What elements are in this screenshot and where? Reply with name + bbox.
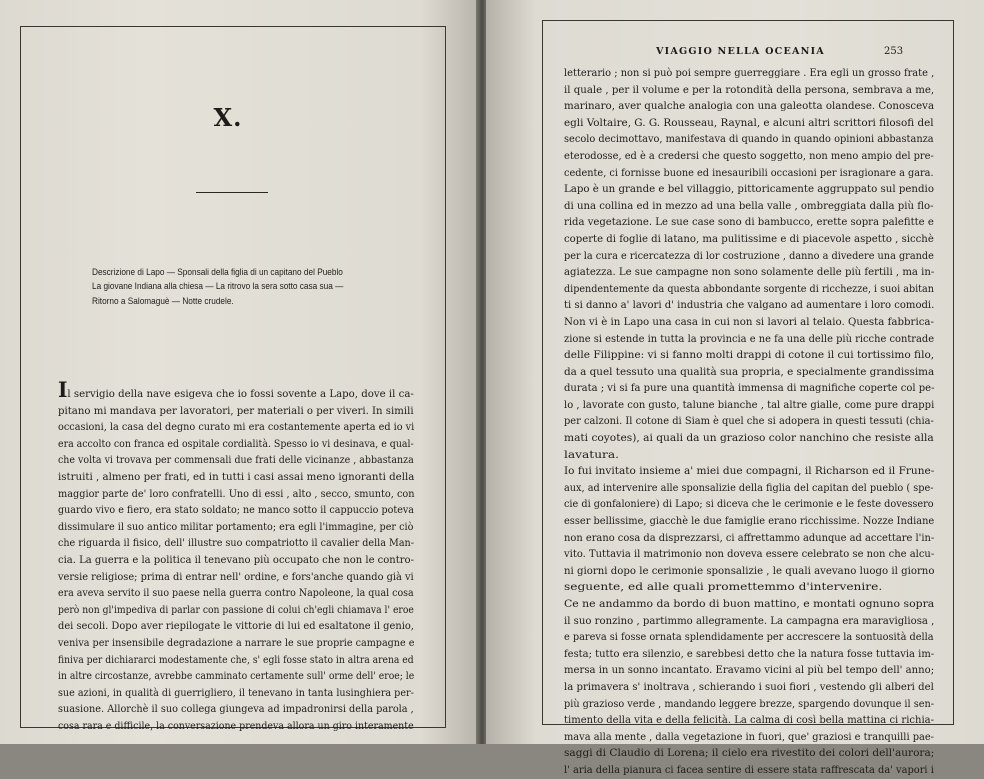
right-page: [486, 0, 984, 776]
text-line: istruiti , almeno per frati, ed in tutti i casi assai meno ignoranti della: [58, 470, 415, 483]
text-line: pitano mi mandava per lavoratori, per materiali o per viveri. In simili: [58, 404, 414, 417]
text-line: suasione. Allorchè il suo collega giungeva ad impadronirsi della parola ,: [58, 703, 414, 716]
text-line: era accolto con franca ed ospitale cordialità. Spesso io vi desinava, e qual-: [58, 437, 414, 450]
text-line: che volta vi trovava per commensali due frati delle vicinanze , abbastanza: [58, 454, 414, 467]
text-line: sue azioni, in qualità di guerrigliero, il tenevano in tanta lusinghiera per-: [58, 686, 414, 699]
text-line: ti si danno a' lavori d' industria che valgano ad aumentare i loro comodi.: [564, 299, 935, 312]
text-line: eterodosse, ed è a credersi che questo soggetto, non meno ampio del pre-: [564, 149, 934, 162]
text-line: cedente, ci fornisse buone ed inesauribili occasioni per isragionare a gara.: [564, 166, 934, 179]
text-line: zione si estende in tutta la provincia e ne fa una delle più ricche contrade: [564, 332, 935, 345]
text-line: Non vi è in Lapo una casa in cui non si lavori al telaio. Questa fabbrica-: [564, 315, 934, 328]
text-line: per calzoni. Il cotone di Siam è quel che si adopera in questi tessuti (chia-: [564, 415, 934, 428]
text-line: ni giorni dopo le cerimonie sponsalizie , le quali avevano luogo il giorno: [564, 564, 935, 577]
summary-line: Ritorno a Salomaguè — Notte crudele.: [92, 295, 234, 307]
text-line: cosa rara e difficile, la conversazione prendeva allora un giro interamente: [58, 719, 414, 732]
text-line: di una collina ed in mezzo ad una bella valle , ombreggiata dalla più flo-: [564, 199, 934, 212]
text-line: però non gl'impediva di parlar con passione di colui ch'egli chiamava l' eroe: [58, 603, 414, 616]
text-line: marinaro, aver qualche analogia con una galeotta olandese. Conosceva: [564, 100, 935, 113]
text-line: seguente, ed alle quali promettemmo d'intervenire.: [564, 581, 883, 594]
text-line: il suo ronzino , partimmo allegramente. La campagna era maravigliosa ,: [564, 614, 935, 627]
chapter-number: X.: [213, 103, 243, 132]
text-line: veniva per insensibile degradazione a narrare le sue proprie campagne e: [58, 636, 415, 649]
text-line: esser bellissime, giacchè le due famiglie erano ricchissime. Nozze Indiane: [564, 515, 935, 528]
text-line: secolo decimottavo, manifestava di quando in quando opinioni abbastanza: [564, 133, 934, 146]
text-line: [58, 377, 414, 403]
text-line: vito. Tuttavia il matrimonio non doveva essere celebrato se non che alcu-: [564, 548, 935, 561]
text-line: occasioni, la casa del degno curato mi era costantemente aperta ed io vi: [58, 421, 415, 434]
text-line: non erano cosa da disprezzarsi, ci affrettammo adunque ad accettare l'in-: [564, 531, 935, 544]
text-line: la primavera s' inoltrava , schierando i suoi fiori , vestendo gli alberi del: [564, 680, 934, 693]
text-line: e pareva si fosse ornata splendidamente per accrescere la sontuosità della: [564, 631, 934, 644]
text-line: durata ; vi si fa pure una quantità immensa di magnifiche coperte col pe-: [564, 382, 935, 395]
running-head: VIAGGIO NELLA OCEANIA: [656, 46, 825, 57]
text-line: letterario ; non si può poi sempre guerreggiare . Era egli un grosso frate ,: [564, 67, 935, 79]
text-line: era aveva servito il suo paese nella guerra contro Napoleone, la qual cosa: [58, 587, 414, 600]
text-line: mati coyotes), ai quali da un grazioso color nanchino che resiste alla: [564, 432, 934, 445]
text-line-content: l servigio della nave esigeva che io fossi sovente a Lapo, dove il ca-: [67, 388, 414, 400]
text-line: lo , lavorate con gusto, talune bianche , tal altre gialle, come pure drappi: [564, 398, 935, 411]
drop-cap: I: [58, 377, 68, 402]
left-page: [0, 0, 478, 744]
text-line: maggior parte de' loro confratelli. Uno di essi , alto , secco, smunto, con: [58, 487, 415, 500]
text-line: mava alla mente , dalla vegetazione in fuori, que' graziosi e tranquilli pae-: [564, 730, 934, 743]
text-line: l' aria della pianura ci facea sentire di essere stata raffrescata da' vapori i: [564, 763, 934, 776]
right-body-text: [564, 65, 934, 779]
text-line: Ce ne andammo da bordo di buon mattino, e montati ognuno sopra: [564, 598, 935, 610]
left-body-text: [58, 377, 415, 734]
text-line: Io fui invitato insieme a' miei due compagni, il Richarson ed il Frune-: [564, 465, 935, 478]
text-line: rida vegetazione. Le sue case sono di bambucco, erette sopra palefitte e: [564, 216, 934, 229]
text-line: più grazioso verde , mandando leggere brezze, spargendo dovunque il sen-: [564, 697, 934, 710]
text-line: finiva per dichiararci modestamente che, s' egli fosse stato in altra arena ed: [58, 653, 414, 666]
text-line: Lapo è un grande e bel villaggio, pittoricamente aggruppato sul pendio: [564, 183, 934, 196]
text-line: festa; tutto era silenzio, e sarebbesi detto che la natura fosse tuttavia im-: [564, 647, 935, 660]
text-line: in altre circostanze, avrebbe camminato certamente sull' orme dell' eroe; le: [58, 670, 415, 683]
text-line: dei secoli. Dopo aver riepilogate le vittorie di lui ed esaltatone il genio,: [58, 620, 414, 633]
page-number: 253: [884, 46, 904, 57]
text-line: guardo vivo e fiero, era stato soldato; ne manco sotto il cappuccio poteva: [58, 504, 415, 517]
text-line: cia. La guerra e la politica il tenevano più occupato che non le contro-: [58, 553, 414, 566]
chapter-rule: [196, 192, 268, 193]
text-line: dissimulare il suo antico militar portamento; era egli l'immagine, per ciò: [58, 520, 414, 533]
text-line: agiatezza. Le sue campagne non sono solamente delle più fertili , ma in-: [564, 266, 935, 279]
text-line: mersa in un sonno incantato. Eravamo vicini al più bel tempo dell' anno;: [564, 664, 935, 677]
text-line: aux, ad intervenire alle sponsalizie della figlia del capitan del pueblo ( spe-: [564, 481, 934, 494]
text-line: timento della vita e della felicità. La calma di così bella mattina ci richia-: [564, 714, 935, 727]
text-line: da a quel tessuto una qualità sua propria, e specialmente grandissima: [564, 365, 935, 378]
text-line: saggi di Claudio di Lorena; il cielo era rivestito dei colori dell'aurora;: [564, 747, 935, 760]
text-line: lavatura.: [564, 448, 620, 461]
text-line: egli Voltaire, G. G. Rousseau, Raynal, e alcuni altri scrittori filosofi del: [564, 116, 934, 129]
text-line: coperte di foglie di latano, ma pulitissime e di piacevole aspetto , sicchè: [564, 232, 934, 245]
text-line: il quale , per il volume e per la rotondità della persona, sembrava a me,: [564, 83, 935, 96]
text-line: per la cura e ricercatezza di lor costruzione , danno a divedere una grande: [564, 249, 934, 262]
text-line: dipendentemente da questa abbondante sorgente di ricchezze, i suoi abitan: [564, 282, 934, 295]
chapter-summary: [92, 266, 350, 309]
summary-line: La giovane Indiana alla chiesa — La ritrovo la sera sotto casa sua —: [92, 281, 344, 293]
summary-line: Descrizione di Lapo — Sponsali della figlia di un capitano del Pueblo: [92, 267, 343, 278]
text-line: cie di gonfaloniere) di Lapo; si diceva che le cerimonie e le feste dovessero: [564, 498, 934, 511]
text-line: delle Filippine: vi si fanno molti drappi di cotone il cui tortissimo filo,: [564, 349, 935, 362]
text-line: versie religiose; prima di entrar nell' ordine, e fors'anche quando già vi: [58, 570, 414, 583]
text-line: che riguarda il fisico, dell' illustre suo compatriotto il cavalier della Man-: [58, 537, 414, 550]
